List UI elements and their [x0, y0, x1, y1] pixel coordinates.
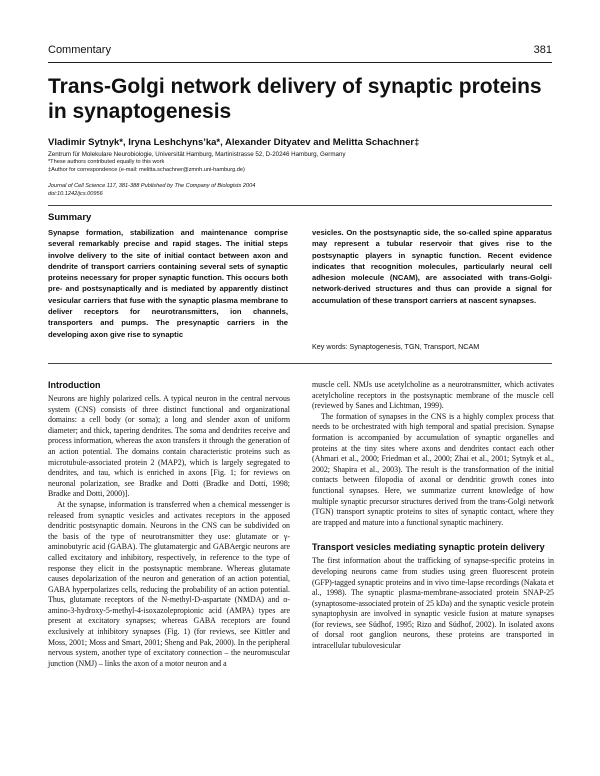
summary-heading: Summary	[48, 212, 92, 223]
summary-text-right: vesicles. On the postsynaptic side, the so-called spine apparatus may represent a tubular reservoir that gives rise to the postsynaptic players in synaptic function. Recent evidence indicates that recognition molecules, particularly neural cell adhesion molecule (NCAM), are associated with trans-Golgi-network-derived structures and thus can provide a signal for accumulation of these transport carriers at nascent synapses.	[312, 228, 552, 305]
body-column-left	[48, 380, 290, 669]
running-head	[48, 44, 552, 60]
journal-citation: Journal of Cell Science 117, 381-388 Published by The Company of Biologists 2004	[48, 183, 256, 189]
summary-text-left: Synapse formation, stabilization and maintenance comprise several remarkably precise and rapid stages. The initial steps involve delivery to the site of initial contact between axon and dendrite of transport carriers containing several sets of synaptic proteins necessary for proper synaptic function. This occurs both pre- and postsynaptically and is mediated by apparently distinct vesicular carriers that fuse with the synaptic plasma membrane to deliver receptors for neurotransmitters, ion channels, transporters and pumps. The presynaptic carriers in the developing axon give rise to synaptic	[48, 228, 288, 339]
doi: doi:10.1242/jcs.00956	[48, 191, 103, 197]
summary-top-rule	[48, 205, 552, 206]
transport-vesicles-text	[312, 556, 554, 651]
header-rule	[48, 62, 552, 63]
paragraph: At the synapse, information is transferred when a chemical messenger is released from synaptic vesicles and activates receptors in the apposed dendritic postsynaptic domain. Neurons in the CNS can be subdivided on the basis of the type of neurotransmitter they use: glutamate or γ-aminobutyric acid (GABA). The glutamatergic and GABAergic neurons are called excitatory and inhibitory, respectively, in reference to the type of response they elicit in the postsynaptic membrane. Whereas glutamate causes depolarization of the neuron and generation of an action potential, GABA hyperpolarizes cells, reducing the probability of an action potential. Thus, glutamate receptors of the N-methyl-D-aspartate (NMDA) and α-amino-3-hydroxy-5-methyl-4-isoxazolepropionic acid (AMPA) types are present at excitatory synapses; whereas GABA receptors are found exclusively at inhibitory synapses (Fig. 1) (for reviews, see Kittler and Moss, 2001; Moss and Smart, 2001; Sheng and Pak, 2000). In the peripheral nervous system, another type of excitatory connection – the neuromuscular junction (NMJ) – links the axon of a motor neuron and a	[48, 499, 290, 668]
page-number: 381	[533, 44, 552, 56]
body-column-right	[312, 380, 554, 652]
introduction-text	[48, 394, 290, 669]
paragraph: The first information about the trafficking of synapse-specific proteins in developing neurons came from studies using green fluorescent protein (GFP)-tagged synaptic proteins and in vivo time-lapse recordings (Nakata et al., 1998). The synaptic plasma-membrane-associated protein SNAP-25 (synaptosome-associated protein of 25 kDa) and the synaptic vesicle protein synaptophysin are involved in synaptic vesicle fusion at mature synapses (for reviews, see Südhof, 1995; Rizo and Südhof, 2002). In isolated axons of dorsal root ganglion neurons, these proteins are transported in intracellular tubulovesicular	[312, 556, 554, 651]
footnote-correspondence: ‡Author for correspondence (e-mail: melitta.schachner@zmnh.uni-hamburg.de)	[48, 167, 245, 173]
section-label: Commentary	[48, 44, 111, 56]
paragraph: Neurons are highly polarized cells. A typical neuron in the central nervous system (CNS) consists of three distinct functional and organizational domains: a cell body (or soma); a long and slender axon of uniform diameter; and thick, tapering dendrites. The soma and dendrites receive and process information, whereas the axon transfers it through the generation of an action potential. The domains contain characteristic proteins such as microtubule-associated protein 2 (MAP2), which is largely segregated to dendrites, and tau, which is enriched in axons [Fig. 1; for reviews on neuronal polarization, see Bradke and Dotti (Bradke and Dotti, 1998; Bradke and Dotti, 2000)].	[48, 394, 290, 499]
paragraph: The formation of synapses in the CNS is a highly complex process that needs to be orchestrated with high temporal and spatial precision. Synapse formation is accompanied by accumulation of synaptic organelles and proteins at the tiny sites where axons and dendrites contact each other (Ahmari et al., 2000; Friedman et al., 2000; Zhai et al., 2001; Sytnyk et al., 2002; Shapira et al., 2003). The result is the transformation of the initial contacts between filopodia of axonal or dendritic growth cones into functional synapses. Here, we summarize current knowledge of how multiple synaptic precursor structures derived from the trans-Golgi network (TGN) transport synaptic proteins to sites of synaptic contact, where they are trapped and mature into a functional synaptic machinery.	[312, 411, 554, 527]
footnote-equal-contribution: *These authors contributed equally to this work	[48, 159, 165, 165]
transport-vesicles-heading: Transport vesicles mediating synaptic protein delivery	[312, 542, 545, 553]
body-text-right	[312, 380, 554, 528]
article-title: Trans-Golgi network delivery of synaptic proteins in synaptogenesis	[48, 75, 542, 123]
citation-block	[48, 182, 552, 198]
summary-bottom-rule	[48, 363, 552, 364]
author-list: Vladimir Sytnyk*, Iryna Leshchyns’ka*, Alexander Dityatev and Melitta Schachner‡	[48, 137, 420, 148]
paragraph: muscle cell. NMJs use acetylcholine as a neurotransmitter, which activates acetylcholine receptors in the postsynaptic membrane of the muscle cell (reviewed by Sanes and Lichtman, 1999).	[312, 380, 554, 411]
keywords: Key words: Synaptogenesis, TGN, Transport, NCAM	[312, 342, 480, 351]
affiliation: Zentrum für Molekulare Neurobiologie, Universität Hamburg, Martinistrasse 52, D-20246 Hamburg, Germany	[48, 151, 346, 158]
introduction-heading: Introduction	[48, 380, 101, 390]
